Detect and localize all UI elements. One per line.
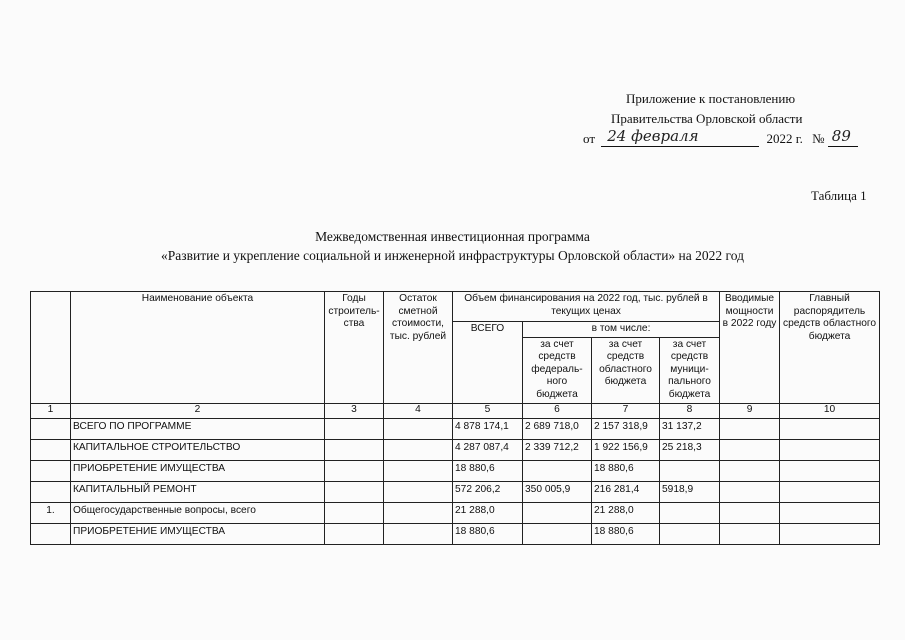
date-signature-line — [601, 127, 759, 147]
row-remaining — [384, 502, 453, 523]
row-federal: 350 005,9 — [523, 481, 592, 502]
row-manager — [780, 418, 880, 439]
row-manager — [780, 460, 880, 481]
table-label: Таблица 1 — [811, 188, 867, 203]
table-row — [31, 523, 880, 544]
row-municipal: 25 218,3 — [660, 439, 720, 460]
column-numbers-row — [31, 403, 880, 418]
row-regional: 1 922 156,9 — [592, 439, 660, 460]
row-remaining — [384, 460, 453, 481]
row-years — [325, 481, 384, 502]
row-regional: 216 281,4 — [592, 481, 660, 502]
header-num — [31, 292, 71, 404]
row-capacity — [720, 523, 780, 544]
row-num — [31, 418, 71, 439]
col-num-4: 4 — [384, 403, 453, 418]
program-title-line1: Межведомственная инвестиционная программа — [315, 229, 590, 244]
header-regional: за счет средств областного бюджета — [592, 337, 660, 403]
header-federal: за счет средств федераль-ного бюджета — [523, 337, 592, 403]
row-regional: 18 880,6 — [592, 460, 660, 481]
row-total: 4 878 174,1 — [453, 418, 523, 439]
row-federal — [523, 502, 592, 523]
date-prefix: от — [583, 131, 596, 146]
header-financing: Объем финансирования на 2022 год, тыс. рублей в текущих ценах — [453, 292, 720, 322]
row-municipal — [660, 460, 720, 481]
row-municipal — [660, 523, 720, 544]
row-num — [31, 523, 71, 544]
row-remaining — [384, 439, 453, 460]
row-name: ВСЕГО ПО ПРОГРАММЕ — [71, 418, 325, 439]
row-num — [31, 439, 71, 460]
row-regional: 21 288,0 — [592, 502, 660, 523]
row-total: 572 206,2 — [453, 481, 523, 502]
row-remaining — [384, 481, 453, 502]
row-total: 18 880,6 — [453, 523, 523, 544]
row-remaining — [384, 418, 453, 439]
row-years — [325, 439, 384, 460]
appendix-line1: Приложение к постановлению — [626, 91, 796, 106]
header-manager: Главный распорядитель средств областного бюджета — [780, 292, 880, 404]
table-row — [31, 481, 880, 502]
row-years — [325, 502, 384, 523]
row-manager — [780, 481, 880, 502]
col-num-7: 7 — [592, 403, 660, 418]
row-capacity — [720, 502, 780, 523]
row-total: 21 288,0 — [453, 502, 523, 523]
table-row — [31, 502, 880, 523]
col-num-1: 1 — [31, 403, 71, 418]
row-capacity — [720, 460, 780, 481]
row-years — [325, 460, 384, 481]
row-manager — [780, 439, 880, 460]
col-num-6: 6 — [523, 403, 592, 418]
col-num-5: 5 — [453, 403, 523, 418]
row-num — [31, 460, 71, 481]
row-capacity — [720, 481, 780, 502]
header-municipal: за счет средств муници-пального бюджета — [660, 337, 720, 403]
handwritten-number: 89 — [831, 127, 851, 145]
header-name: Наименование объекта — [71, 292, 325, 404]
table-row — [31, 418, 880, 439]
row-manager — [780, 502, 880, 523]
row-years — [325, 523, 384, 544]
row-federal: 2 689 718,0 — [523, 418, 592, 439]
col-num-8: 8 — [660, 403, 720, 418]
program-title-line2: «Развитие и укрепление социальной и инженерной инфраструктуры Орловской области» на 2022 год — [161, 248, 744, 263]
row-capacity — [720, 439, 780, 460]
row-manager — [780, 523, 880, 544]
row-name: ПРИОБРЕТЕНИЕ ИМУЩЕСТВА — [71, 523, 325, 544]
header-years: Годы строитель-ства — [325, 292, 384, 404]
col-num-10: 10 — [780, 403, 880, 418]
row-name: ПРИОБРЕТЕНИЕ ИМУЩЕСТВА — [71, 460, 325, 481]
row-total: 18 880,6 — [453, 460, 523, 481]
row-federal: 2 339 712,2 — [523, 439, 592, 460]
number-signature-line — [828, 127, 858, 147]
row-municipal — [660, 502, 720, 523]
header-capacity: Вводимые мощности в 2022 году — [720, 292, 780, 404]
row-num: 1. — [31, 502, 71, 523]
row-regional: 2 157 318,9 — [592, 418, 660, 439]
row-federal — [523, 460, 592, 481]
year-label: 2022 г. — [766, 131, 803, 146]
row-name: КАПИТАЛЬНЫЙ РЕМОНТ — [71, 481, 325, 502]
row-name: Общегосударственные вопросы, всего — [71, 502, 325, 523]
row-municipal: 31 137,2 — [660, 418, 720, 439]
row-capacity — [720, 418, 780, 439]
appendix-line2: Правительства Орловской области — [611, 111, 803, 126]
handwritten-date: 24 февраля — [607, 127, 699, 145]
number-sign: № — [812, 131, 825, 146]
table-row — [31, 460, 880, 481]
row-regional: 18 880,6 — [592, 523, 660, 544]
investment-program-table — [30, 291, 880, 545]
col-num-3: 3 — [325, 403, 384, 418]
row-num — [31, 481, 71, 502]
col-num-2: 2 — [71, 403, 325, 418]
header-remaining: Остаток сметной стоимости, тыс. рублей — [384, 292, 453, 404]
col-num-9: 9 — [720, 403, 780, 418]
appendix-date-line — [583, 127, 858, 147]
header-total: ВСЕГО — [453, 322, 523, 404]
row-municipal: 5918,9 — [660, 481, 720, 502]
row-total: 4 287 087,4 — [453, 439, 523, 460]
row-name: КАПИТАЛЬНОЕ СТРОИТЕЛЬСТВО — [71, 439, 325, 460]
row-remaining — [384, 523, 453, 544]
header-row-1 — [31, 292, 880, 322]
table-row — [31, 439, 880, 460]
row-federal — [523, 523, 592, 544]
row-years — [325, 418, 384, 439]
header-including: в том числе: — [523, 322, 720, 338]
